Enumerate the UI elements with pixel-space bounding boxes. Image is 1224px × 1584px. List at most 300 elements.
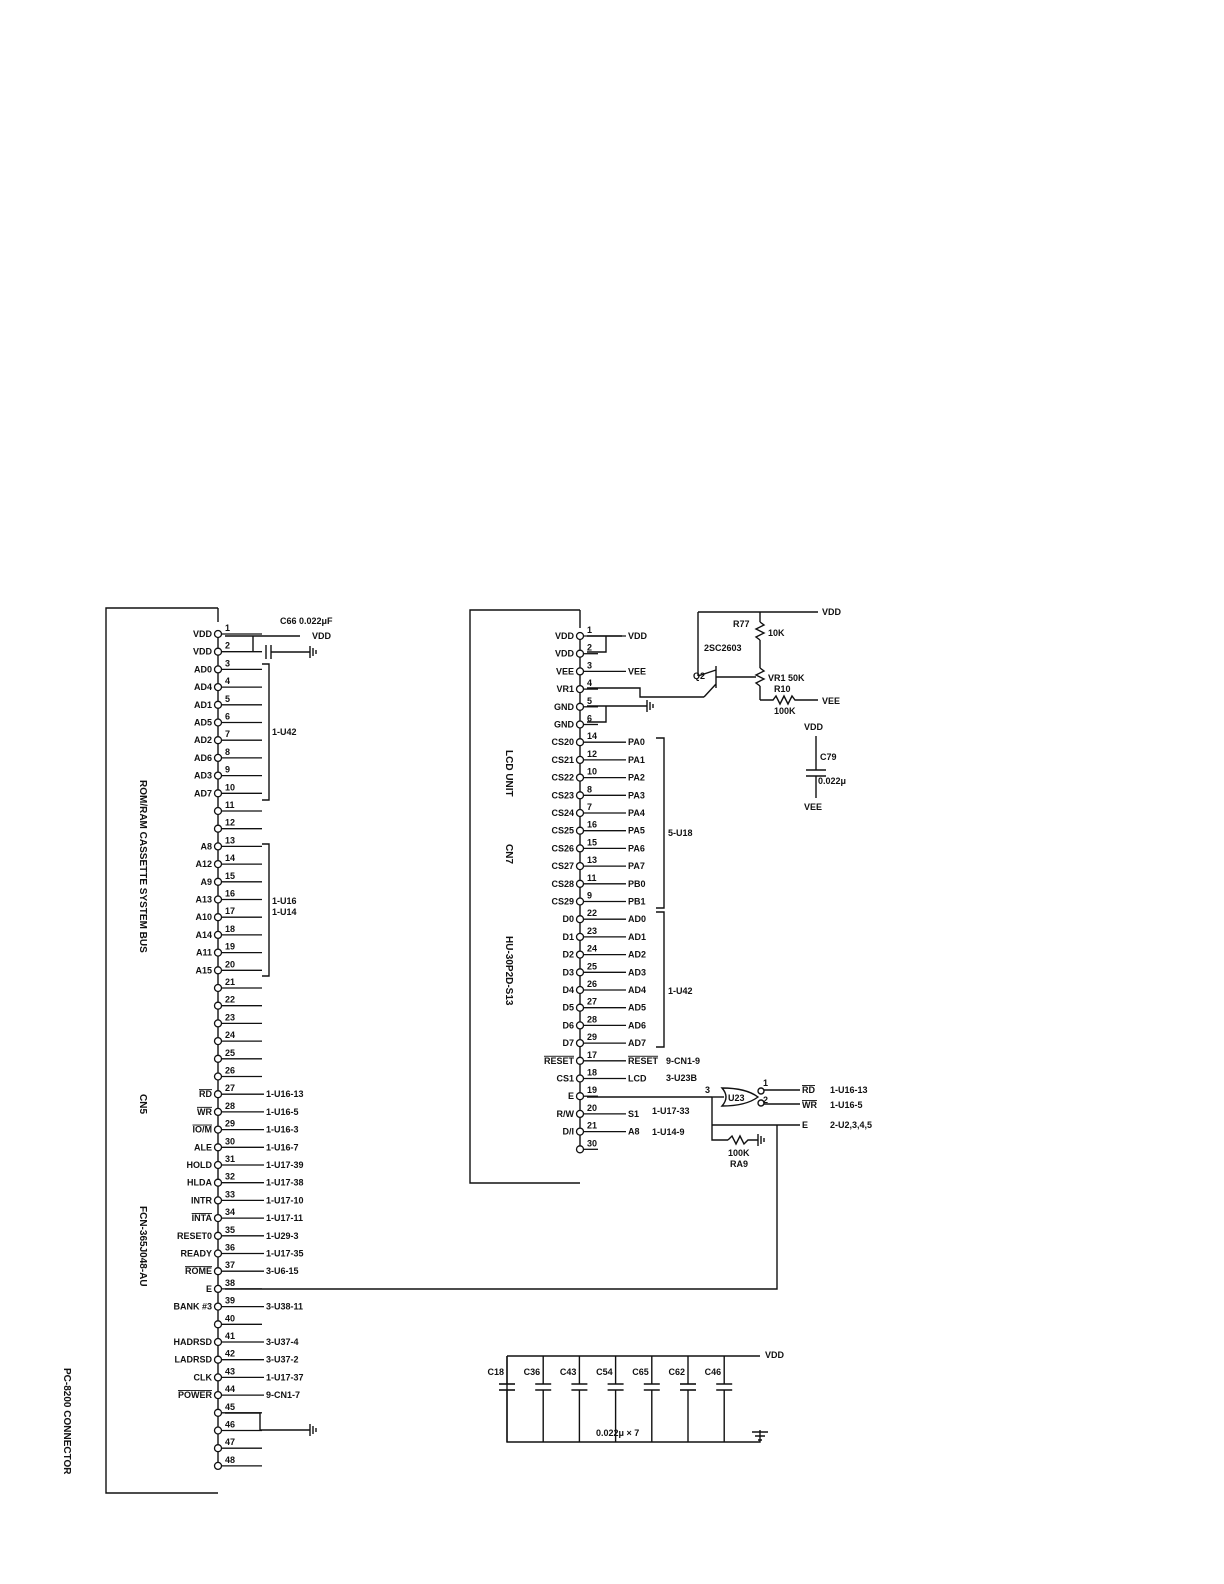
- pin-number: 5: [225, 693, 231, 704]
- ground-icon: [758, 1134, 764, 1146]
- pin-number: 22: [225, 994, 236, 1005]
- pin-terminal-icon: [215, 1091, 222, 1098]
- pin-number: 6: [587, 713, 593, 724]
- cn7-pin-23: [562, 926, 646, 951]
- pin-terminal-icon: [215, 1038, 222, 1045]
- pin-number: 39: [225, 1295, 236, 1306]
- pin-terminal-icon: [215, 772, 222, 779]
- pin-number: 34: [225, 1207, 236, 1218]
- c79-vee-label: VEE: [804, 802, 823, 812]
- pin-signal-label: CS21: [551, 754, 574, 765]
- cn5-pin-22: [215, 994, 263, 1023]
- pin-number: 28: [587, 1014, 598, 1025]
- pin-number: 10: [587, 766, 598, 777]
- pin-number: 12: [587, 748, 598, 759]
- ground-icon: [310, 1424, 316, 1436]
- pin-net-label: PA5: [628, 825, 645, 836]
- c66-vdd-label: VDD: [312, 631, 332, 641]
- pin-terminal-icon: [577, 1022, 584, 1029]
- pin-number: 27: [225, 1083, 236, 1094]
- pin-number: 21: [225, 977, 236, 987]
- ra9-resistor: [728, 1136, 758, 1144]
- r10-label: R10: [774, 684, 791, 694]
- pin-net-label: A8: [628, 1126, 640, 1137]
- ra9-value: 100K: [728, 1148, 750, 1158]
- pin-net-label: AD5: [628, 1002, 647, 1013]
- r10-value: 100K: [774, 706, 796, 716]
- pin-signal-label: CS26: [551, 843, 574, 854]
- pin-number: 17: [587, 1049, 598, 1060]
- cn5-pin-47: [215, 1437, 263, 1462]
- pin-terminal-icon: [577, 1004, 584, 1011]
- pin-number: 9: [225, 764, 231, 775]
- cn7-pin-12: [551, 749, 644, 774]
- pin-number: 26: [587, 979, 598, 989]
- pin-signal-label: AD5: [193, 717, 212, 728]
- c79-vdd-label: VDD: [804, 722, 824, 732]
- pin-terminal-icon: [215, 666, 222, 673]
- decoupling-note: 0.022μ × 7: [596, 1428, 640, 1438]
- pin-number: 14: [587, 731, 598, 742]
- pin-terminal-icon: [215, 1356, 222, 1363]
- pin-terminal-icon: [215, 1020, 222, 1027]
- cn5-pin-44: [178, 1384, 300, 1409]
- pin-net-label: AD2: [628, 949, 647, 960]
- pin-signal-label: BANK #3: [173, 1301, 212, 1312]
- cn5-pin-36: [180, 1242, 304, 1271]
- pin-signal-label: AD0: [193, 664, 212, 675]
- pin-net-label: AD0: [628, 914, 647, 925]
- pin-terminal-icon: [577, 1110, 584, 1117]
- ground-icon: [310, 646, 316, 658]
- pin-signal-label: D7: [562, 1038, 574, 1049]
- a8-ref-label: 1-U14-9: [652, 1127, 685, 1137]
- pin-number: 8: [225, 746, 231, 757]
- pin-terminal-icon: [215, 1285, 222, 1292]
- decoupling-vdd-label: VDD: [765, 1350, 785, 1360]
- pin-terminal-icon: [577, 650, 584, 657]
- pin-signal-label: VDD: [192, 629, 212, 639]
- pin-number: 13: [587, 855, 598, 866]
- page-title: PC-8200 CONNECTOR: [61, 1368, 72, 1475]
- pin-terminal-icon: [215, 1250, 222, 1257]
- pin-number: 41: [225, 1331, 236, 1341]
- pin-terminal-icon: [215, 825, 222, 832]
- cn7-title: LCD UNIT: [503, 750, 514, 797]
- pin-net-label: AD3: [628, 967, 647, 978]
- cn5-pin-28: [197, 1101, 299, 1126]
- pin-terminal-icon: [577, 1057, 584, 1064]
- pin-terminal-icon: [577, 1093, 584, 1100]
- r10-resistor: [760, 696, 818, 704]
- decoupling-capacitor-C62: [668, 1356, 696, 1442]
- pin-terminal-icon: [577, 1128, 584, 1135]
- pin-signal-label: CS25: [551, 825, 574, 836]
- pin-signal-label: READY: [180, 1248, 212, 1259]
- pin-signal-label: VDD: [554, 648, 574, 659]
- cn7-pin-22: [562, 908, 646, 933]
- pin-terminal-icon: [215, 1126, 222, 1133]
- pin-number: 27: [587, 996, 598, 1007]
- pin-number: 8: [587, 784, 593, 795]
- pin-terminal-icon: [215, 684, 222, 691]
- transistor-type-label: 2SC2603: [704, 643, 742, 653]
- pin-net-label: AD1: [628, 931, 647, 942]
- pin-terminal-icon: [215, 1268, 222, 1275]
- pin-net-label: 9-CN1-7: [266, 1390, 301, 1401]
- capacitor-label: C18: [487, 1367, 504, 1377]
- pin-number: 4: [587, 678, 593, 689]
- pin-signal-label: CS29: [551, 896, 574, 907]
- pin-terminal-icon: [215, 878, 222, 885]
- pin-net-label: 1-U17-35: [266, 1248, 304, 1259]
- pin-terminal-icon: [215, 1215, 222, 1222]
- cn7-pin-14: [551, 731, 644, 756]
- cn5-pin-37: [185, 1260, 299, 1285]
- pin-signal-label: ROME: [185, 1266, 212, 1277]
- pin-signal-label: R/W: [556, 1108, 574, 1119]
- pin-terminal-icon: [215, 931, 222, 938]
- cn5-pin-40: [215, 1313, 263, 1338]
- pin-signal-label: HADRSD: [173, 1337, 212, 1347]
- pin-number: 44: [225, 1384, 236, 1395]
- pin-terminal-icon: [215, 648, 222, 655]
- pin-terminal-icon: [577, 739, 584, 746]
- pin-terminal-icon: [215, 754, 222, 761]
- pin-signal-label: CLK: [193, 1372, 212, 1383]
- cn7-part-number: HU-30P2D-S13: [503, 936, 514, 1006]
- pin-signal-label: INTA: [191, 1213, 212, 1224]
- cn5-pin-30: [194, 1136, 299, 1161]
- pin-terminal-icon: [577, 756, 584, 763]
- pin-terminal-icon: [215, 985, 222, 992]
- pin-net-label: 3-U6-15: [266, 1266, 299, 1277]
- pin-signal-label: ALE: [194, 1142, 212, 1153]
- cn7-bracket-d: [656, 912, 664, 1047]
- pin-number: 3: [587, 660, 593, 671]
- pin-terminal-icon: [215, 1374, 222, 1381]
- pin-signal-label: A11: [195, 947, 212, 958]
- pin-number: 38: [225, 1277, 236, 1288]
- pin-terminal-icon: [577, 951, 584, 958]
- pin-number: 47: [225, 1437, 236, 1448]
- pin-signal-label: A13: [195, 894, 212, 905]
- pin-number: 15: [587, 837, 598, 848]
- gate-e-label: E: [802, 1120, 809, 1130]
- pin-signal-label: RESET: [543, 1055, 574, 1066]
- gate-wr-label: WR: [802, 1100, 817, 1110]
- decoupling-capacitor-C36: [524, 1356, 552, 1442]
- pin-net-label: PA6: [628, 843, 645, 854]
- cn7-pin-15: [551, 837, 644, 862]
- pin-number: 2: [225, 640, 231, 651]
- cn5-pin-27: [199, 1083, 304, 1108]
- pin-signal-label: D5: [562, 1002, 574, 1013]
- cn5-name: CN5: [137, 1094, 148, 1115]
- cn7-pin-18: [556, 1067, 647, 1096]
- pin-net-label: 1-U17-37: [266, 1372, 304, 1383]
- cn5-pin-42: [174, 1348, 299, 1377]
- ground-icon: [647, 700, 653, 712]
- pin-number: 3: [225, 658, 231, 669]
- u23-label: U23: [728, 1093, 745, 1103]
- pin-signal-label: CS20: [551, 737, 574, 748]
- pin-signal-label: WR: [197, 1106, 212, 1117]
- pin-number: 16: [587, 819, 598, 830]
- vr1-label: VR1 50K: [768, 673, 805, 683]
- pin-terminal-icon: [215, 861, 222, 868]
- pin-terminal-icon: [577, 774, 584, 781]
- vdd-top-label: VDD: [822, 607, 842, 617]
- cn5-part-number: FCN-365J048-AU: [137, 1206, 148, 1287]
- pin-net-label: PB0: [628, 878, 646, 889]
- pin-signal-label: D2: [562, 949, 574, 960]
- pin-terminal-icon: [215, 914, 222, 921]
- pin-terminal-icon: [215, 1162, 222, 1169]
- cn7-pin-21: [562, 1120, 640, 1149]
- pin-number: 43: [225, 1366, 236, 1377]
- s1-ref-label: 1-U17-33: [652, 1106, 690, 1116]
- pin-net-label: RESET: [628, 1055, 659, 1066]
- cn7-pin-column: [544, 625, 659, 1153]
- pin-terminal-icon: [215, 808, 222, 815]
- pin-net-label: 1-U17-10: [266, 1195, 304, 1206]
- pin-terminal-icon: [577, 987, 584, 994]
- capacitor-label: C54: [596, 1367, 613, 1377]
- capacitor-label: C62: [668, 1367, 685, 1377]
- c66-label: C66 0.022μF: [280, 616, 333, 626]
- pin-number: 18: [587, 1067, 598, 1078]
- pin-signal-label: CS23: [551, 790, 574, 801]
- cn7-pin-8: [551, 784, 644, 809]
- pin-number: 10: [225, 782, 236, 793]
- pin-number: 29: [587, 1032, 598, 1043]
- pin-terminal-icon: [577, 1075, 584, 1082]
- pin-net-label: VDD: [628, 631, 648, 641]
- cn5-pin-23: [215, 1012, 263, 1037]
- cn5-pin-26: [215, 1065, 263, 1094]
- cn5-pin-41: [173, 1331, 298, 1356]
- cn5-pin-25: [215, 1048, 263, 1073]
- pin-number: 1: [587, 625, 593, 635]
- pin-terminal-icon: [577, 810, 584, 817]
- pin-number: 28: [225, 1100, 236, 1111]
- vr1-resistor: [756, 668, 764, 686]
- pin-number: 11: [225, 800, 235, 810]
- cn5-pin-21: [215, 977, 263, 1002]
- cn5-pin-46: [215, 1419, 263, 1448]
- pin-signal-label: CS27: [551, 861, 574, 872]
- pin-number: 17: [225, 906, 236, 917]
- pin-terminal-icon: [215, 719, 222, 726]
- cn5-pin-35: [177, 1225, 299, 1250]
- pin-net-label: PA7: [628, 861, 645, 872]
- cn7-pin-29: [562, 1032, 646, 1057]
- cn5-pin-11: [215, 800, 263, 825]
- cn5-pin-32: [187, 1171, 304, 1200]
- pin-terminal-icon: [215, 737, 222, 744]
- pin-terminal-icon: [577, 898, 584, 905]
- pin-signal-label: CS22: [551, 772, 574, 783]
- pin-number: 9: [587, 890, 593, 901]
- pin-signal-label: D0: [562, 914, 574, 925]
- pin-number: 42: [225, 1348, 236, 1359]
- pin-number: 36: [225, 1242, 236, 1253]
- pin-terminal-icon: [215, 1409, 222, 1416]
- pin-signal-label: D1: [562, 931, 574, 942]
- pin-number: 40: [225, 1313, 236, 1324]
- pin-terminal-icon: [215, 1144, 222, 1151]
- pin-terminal-icon: [577, 933, 584, 940]
- pin-signal-label: A12: [195, 859, 212, 870]
- pin-terminal-icon: [577, 1040, 584, 1047]
- pin-number: 37: [225, 1260, 236, 1271]
- cn7-pin-13: [551, 855, 644, 880]
- pin-signal-label: CS28: [551, 878, 574, 889]
- pin-net-label: PA4: [628, 808, 645, 818]
- u23-pin-a: 1: [763, 1078, 769, 1088]
- cn7-pin-24: [562, 943, 647, 972]
- pin-terminal-icon: [215, 1339, 222, 1346]
- pin-signal-label: D/I: [562, 1126, 574, 1137]
- pin-net-label: PB1: [628, 896, 646, 907]
- pin-number: 26: [225, 1065, 236, 1076]
- cn7-pin-25: [562, 961, 646, 986]
- pin-number: 1: [225, 623, 231, 633]
- pin-number: 23: [587, 925, 598, 936]
- pin-net-label: AD6: [628, 1020, 647, 1031]
- pin-terminal-icon: [215, 790, 222, 797]
- cn5-pin-48: [215, 1455, 263, 1470]
- pin-number: 22: [587, 908, 598, 919]
- pin-signal-label: A15: [195, 965, 212, 976]
- u23-pin-b: 2: [763, 1095, 769, 1105]
- lcd-ref-label: 3-U23B: [666, 1073, 698, 1083]
- pin-number: 25: [587, 961, 598, 972]
- pin-terminal-icon: [215, 896, 222, 903]
- pin-terminal-icon: [577, 916, 584, 923]
- pin-net-label: 3-U38-11: [266, 1301, 304, 1312]
- pin-number: 48: [225, 1454, 236, 1465]
- pin-signal-label: D3: [562, 967, 574, 978]
- capacitor-label: C65: [632, 1367, 649, 1377]
- pin-signal-label: AD7: [193, 788, 212, 799]
- r77-label: R77: [733, 619, 750, 629]
- pin-terminal-icon: [577, 1146, 584, 1153]
- pin-terminal-icon: [215, 967, 222, 974]
- cn7-group-d-label: 1-U42: [668, 986, 693, 996]
- pin-signal-label: AD6: [193, 752, 212, 763]
- pin-net-label: AD4: [628, 985, 647, 995]
- ra9-label: RA9: [730, 1159, 749, 1169]
- gate-rd-net: 1-U16-13: [830, 1085, 868, 1095]
- pin-terminal-icon: [215, 1321, 222, 1328]
- pin-signal-label: VR1: [556, 684, 574, 695]
- pin-net-label: 1-U29-3: [266, 1230, 299, 1241]
- cn7-pin-17: [544, 1050, 659, 1075]
- pin-net-label: 1-U17-39: [266, 1160, 304, 1170]
- r77-resistor: [756, 622, 764, 640]
- pin-number: 19: [225, 941, 236, 952]
- pin-net-label: PA1: [628, 754, 645, 765]
- pin-number: 5: [587, 695, 593, 706]
- pin-signal-label: A9: [200, 876, 212, 887]
- pin-number: 18: [225, 923, 236, 934]
- pin-terminal-icon: [577, 686, 584, 693]
- pin-signal-label: AD3: [193, 770, 212, 781]
- pin-number: 14: [225, 853, 236, 864]
- pin-signal-label: GND: [554, 701, 574, 712]
- pin-terminal-icon: [215, 631, 222, 638]
- pin-net-label: PA2: [628, 772, 645, 783]
- cn5-pin-33: [191, 1189, 304, 1214]
- pin-terminal-icon: [577, 827, 584, 834]
- cn5-pin-29: [192, 1118, 299, 1147]
- pin-terminal-icon: [215, 1445, 222, 1452]
- pin-terminal-icon: [215, 1002, 222, 1009]
- pin-number: 15: [225, 870, 236, 881]
- pin-signal-label: VDD: [192, 646, 212, 657]
- pin-net-label: 1-U17-11: [266, 1213, 304, 1224]
- pin-signal-label: INTR: [191, 1195, 212, 1206]
- pin-terminal-icon: [215, 1197, 222, 1204]
- pin-number: 30: [587, 1138, 598, 1149]
- pin-signal-label: D4: [562, 985, 574, 995]
- pin-number: 20: [225, 959, 236, 970]
- pin-number: 12: [225, 817, 236, 828]
- cn7-bracket-cs: [656, 738, 664, 908]
- cn7-pin-1: [555, 625, 648, 650]
- pin-number: 30: [225, 1136, 236, 1147]
- pin-number: 25: [225, 1047, 236, 1058]
- pin-net-label: PA3: [628, 790, 645, 801]
- pin-signal-label: HLDA: [187, 1177, 212, 1188]
- capacitor-label: C43: [559, 1367, 577, 1377]
- pin-net-label: 3-U37-2: [266, 1354, 299, 1365]
- pin-number: 16: [225, 888, 236, 899]
- cn5-pin-column: [173, 623, 303, 1469]
- pin-signal-label: IO/M: [192, 1124, 212, 1135]
- c79-label: C79: [820, 752, 837, 762]
- cn7-pin-27: [562, 996, 647, 1025]
- cn5-pin-39: [173, 1295, 304, 1324]
- pin-number: 24: [225, 1030, 236, 1041]
- cn7-pin-10: [551, 766, 645, 795]
- pin-number: 11: [587, 872, 597, 883]
- pin-number: 23: [225, 1012, 236, 1023]
- cn5-pin-34: [192, 1207, 303, 1232]
- gate-rd-label: RD: [802, 1085, 815, 1095]
- cn5-title: ROM/RAM CASSETTE SYSTEM BUS: [137, 780, 148, 953]
- pin-number: 19: [587, 1085, 598, 1096]
- pin-signal-label: VEE: [555, 666, 574, 677]
- vee-contrast-label: VEE: [822, 696, 841, 706]
- pin-signal-label: RD: [199, 1089, 212, 1100]
- pin-net-label: 1-U16-13: [266, 1089, 304, 1100]
- pin-terminal-icon: [215, 1108, 222, 1115]
- pin-signal-label: RESET0: [176, 1230, 212, 1241]
- pin-net-label: 3-U37-4: [266, 1337, 299, 1347]
- cn7-group-cs-label: 5-U18: [668, 828, 693, 838]
- gate-e-net: 2-U2,3,4,5: [830, 1120, 873, 1130]
- pin-terminal-icon: [577, 721, 584, 728]
- pin-number: 4: [225, 676, 231, 687]
- pin-terminal-icon: [215, 701, 222, 708]
- pin-number: 7: [225, 729, 231, 740]
- pin-signal-label: CS24: [551, 808, 574, 818]
- pin-terminal-icon: [215, 1055, 222, 1062]
- pin-number: 20: [587, 1102, 598, 1113]
